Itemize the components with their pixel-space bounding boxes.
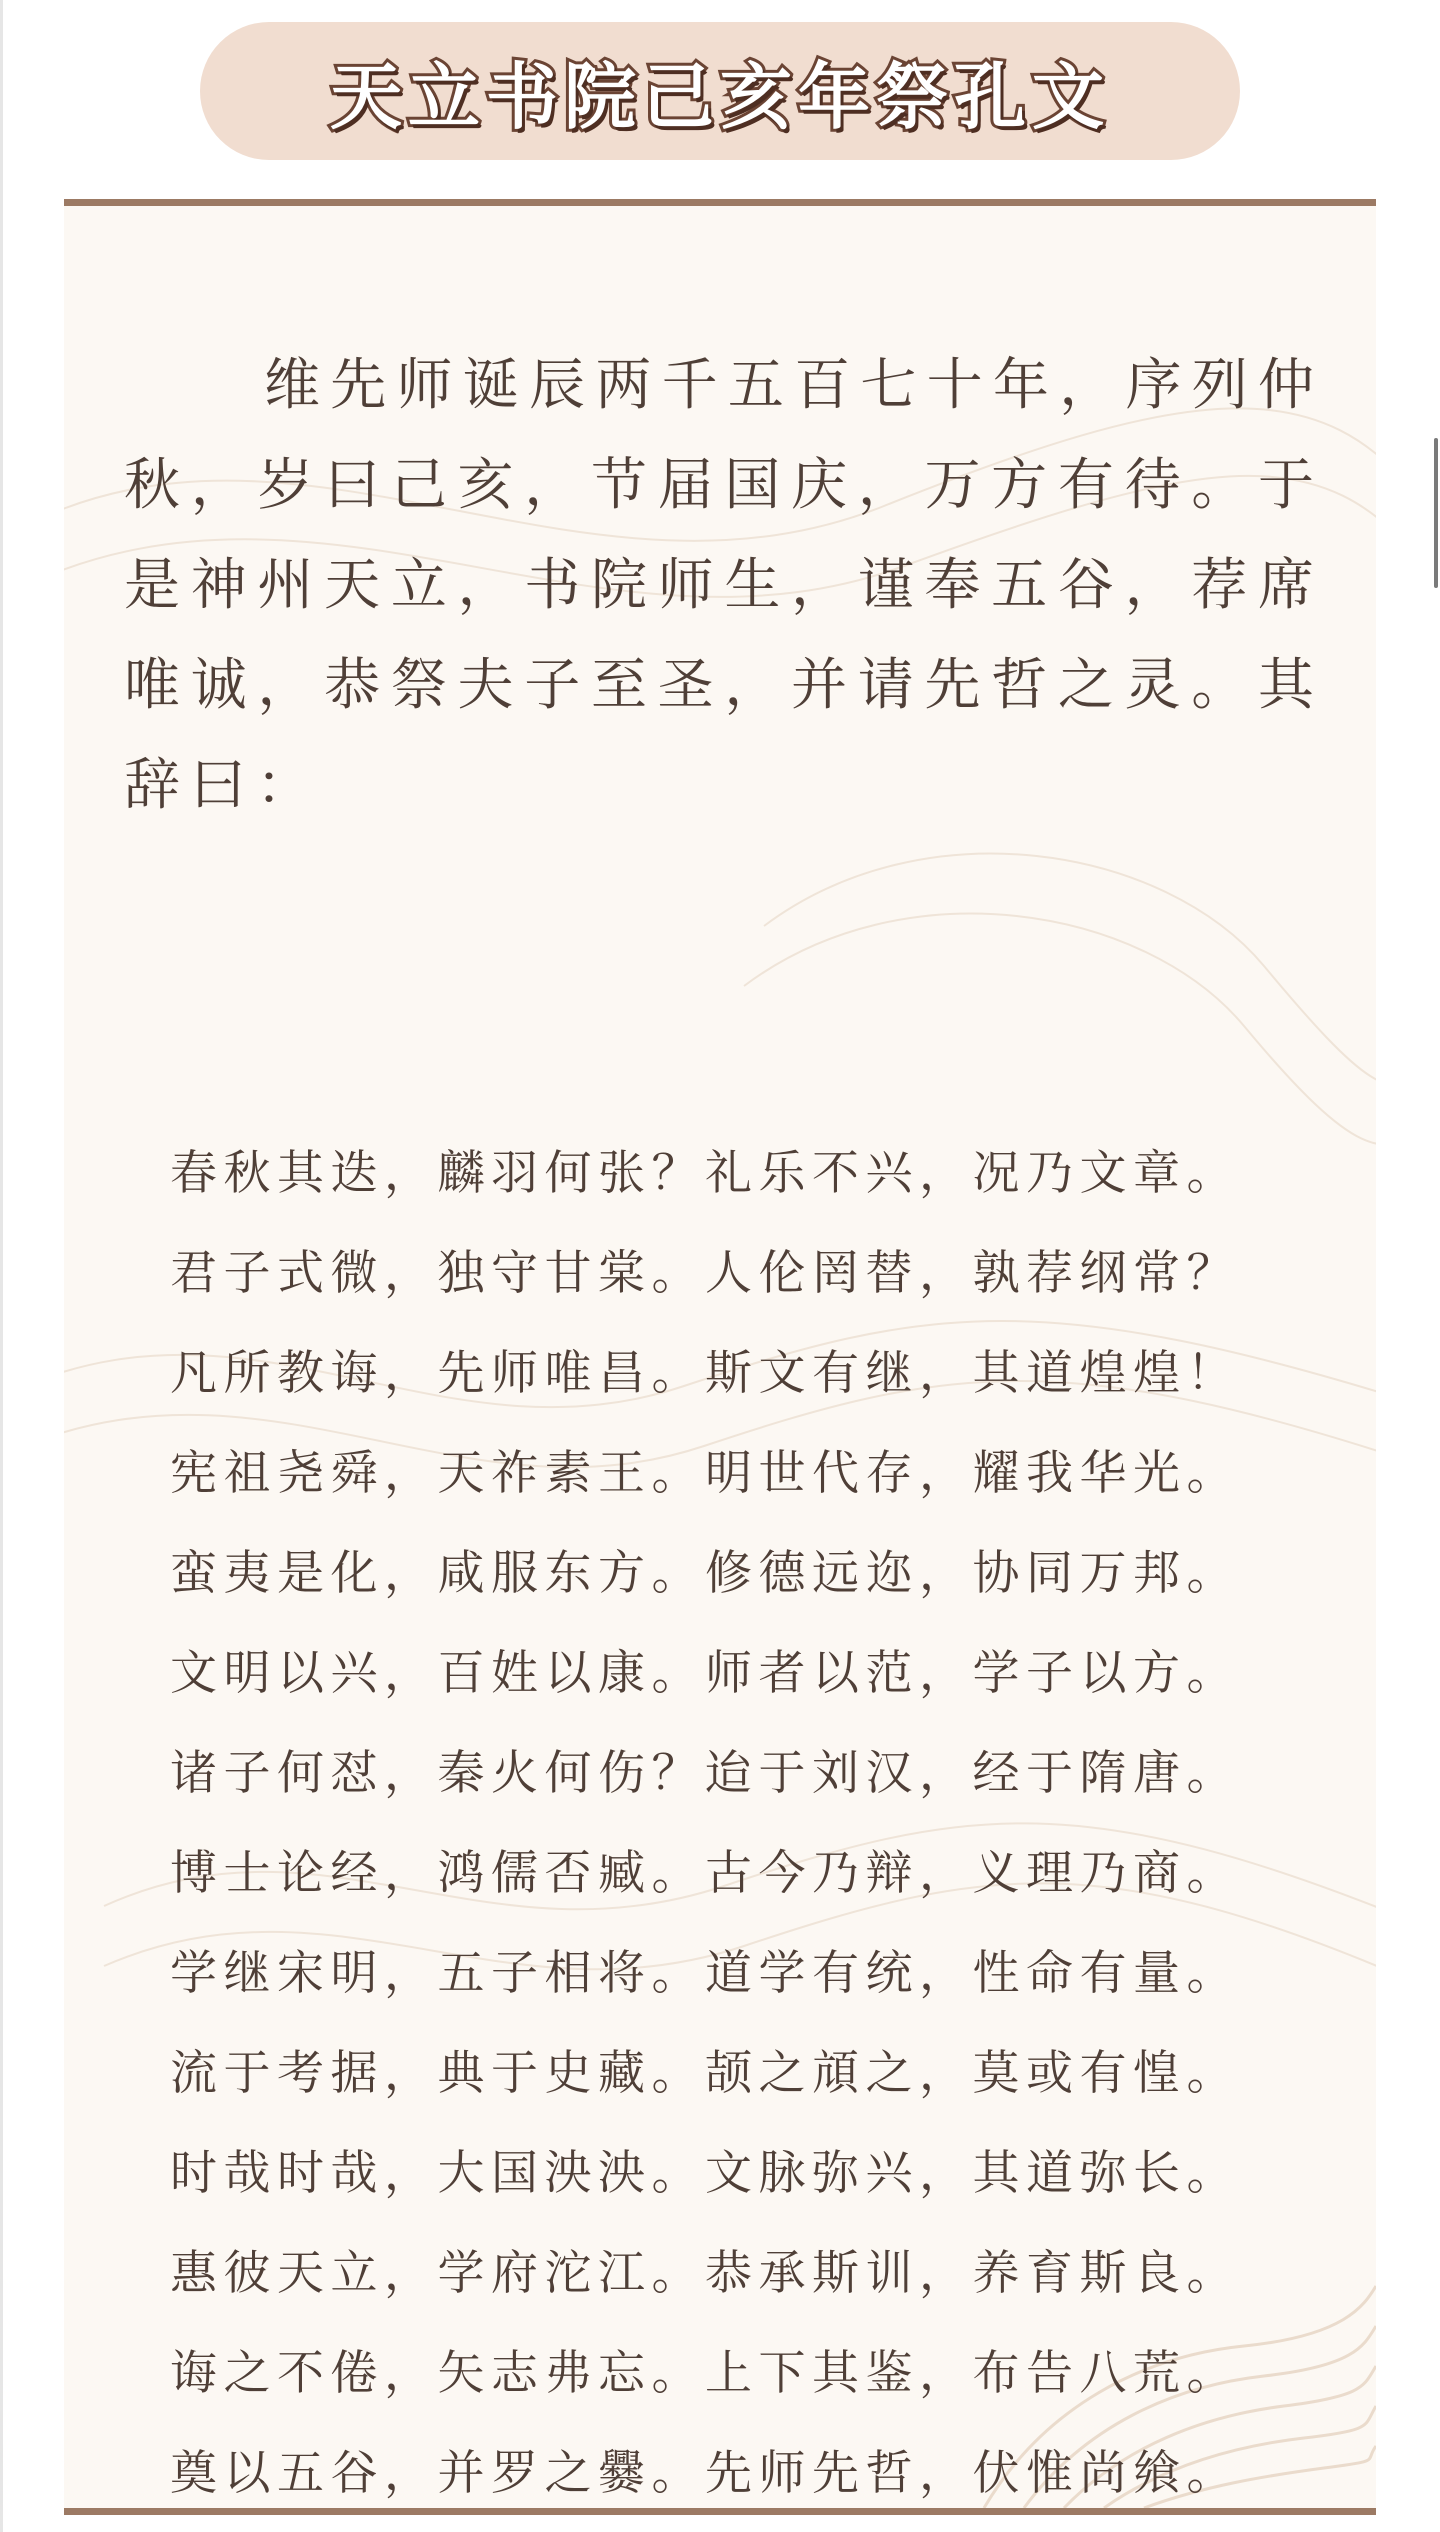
verse-line: 时哉时哉，大国泱泱。文脉弥兴，其道弥长。	[170, 2146, 1240, 2201]
verse-line: 君子式微，独守甘棠。人伦罔替，孰荐纲常？	[170, 1246, 1240, 1301]
verse-line: 文明以兴，百姓以康。师者以范，学子以方。	[170, 1646, 1240, 1701]
page-edge	[0, 0, 3, 2532]
verse-line: 学继宋明，五子相将。道学有统，性命有量。	[170, 1946, 1240, 2001]
title-banner	[200, 22, 1240, 160]
verse-line: 博士论经，鸿儒否臧。古今乃辩，义理乃商。	[170, 1846, 1240, 1901]
verse-line: 奠以五谷，并罗之爨。先师先哲，伏惟尚飨。	[170, 2446, 1240, 2501]
verse-line: 宪祖尧舜，天祚素王。明世代存，耀我华光。	[170, 1446, 1240, 1501]
verse-line: 春秋其迭，麟羽何张？礼乐不兴，况乃文章。	[170, 1146, 1240, 1201]
verse-list	[170, 1124, 1240, 2508]
verse-line: 凡所教诲，先师唯昌。斯文有继，其道煌煌！	[170, 1346, 1240, 1401]
verse-line: 蛮夷是化，咸服东方。修德远迩，协同万邦。	[170, 1546, 1240, 1601]
bottom-divider	[64, 2508, 1376, 2515]
scrollbar[interactable]	[1434, 438, 1438, 588]
verse-line: 诲之不倦，矢志弗忘。上下其鉴，布告八荒。	[170, 2346, 1240, 2401]
page-title: 天立书院己亥年祭孔文	[329, 55, 1110, 139]
intro-paragraph: 维先师诞辰两千五百七十年，序列仲秋，岁曰己亥，节届国庆，万方有待。于是神州天立，书院师生，谨奉五谷，荐席唯诚，恭祭夫子至圣，并请先哲之灵。其辞曰：	[124, 353, 1324, 818]
content-panel	[64, 206, 1376, 2508]
top-divider	[64, 199, 1376, 206]
verse-line: 惠彼天立，学府沱江。恭承斯训，养育斯良。	[170, 2246, 1240, 2301]
verse-line: 流于考据，典于史藏。颉之頏之，莫或有惶。	[170, 2046, 1240, 2101]
verse-line: 诸子何怼，秦火何伤？迨于刘汉，经于隋唐。	[170, 1746, 1240, 1801]
